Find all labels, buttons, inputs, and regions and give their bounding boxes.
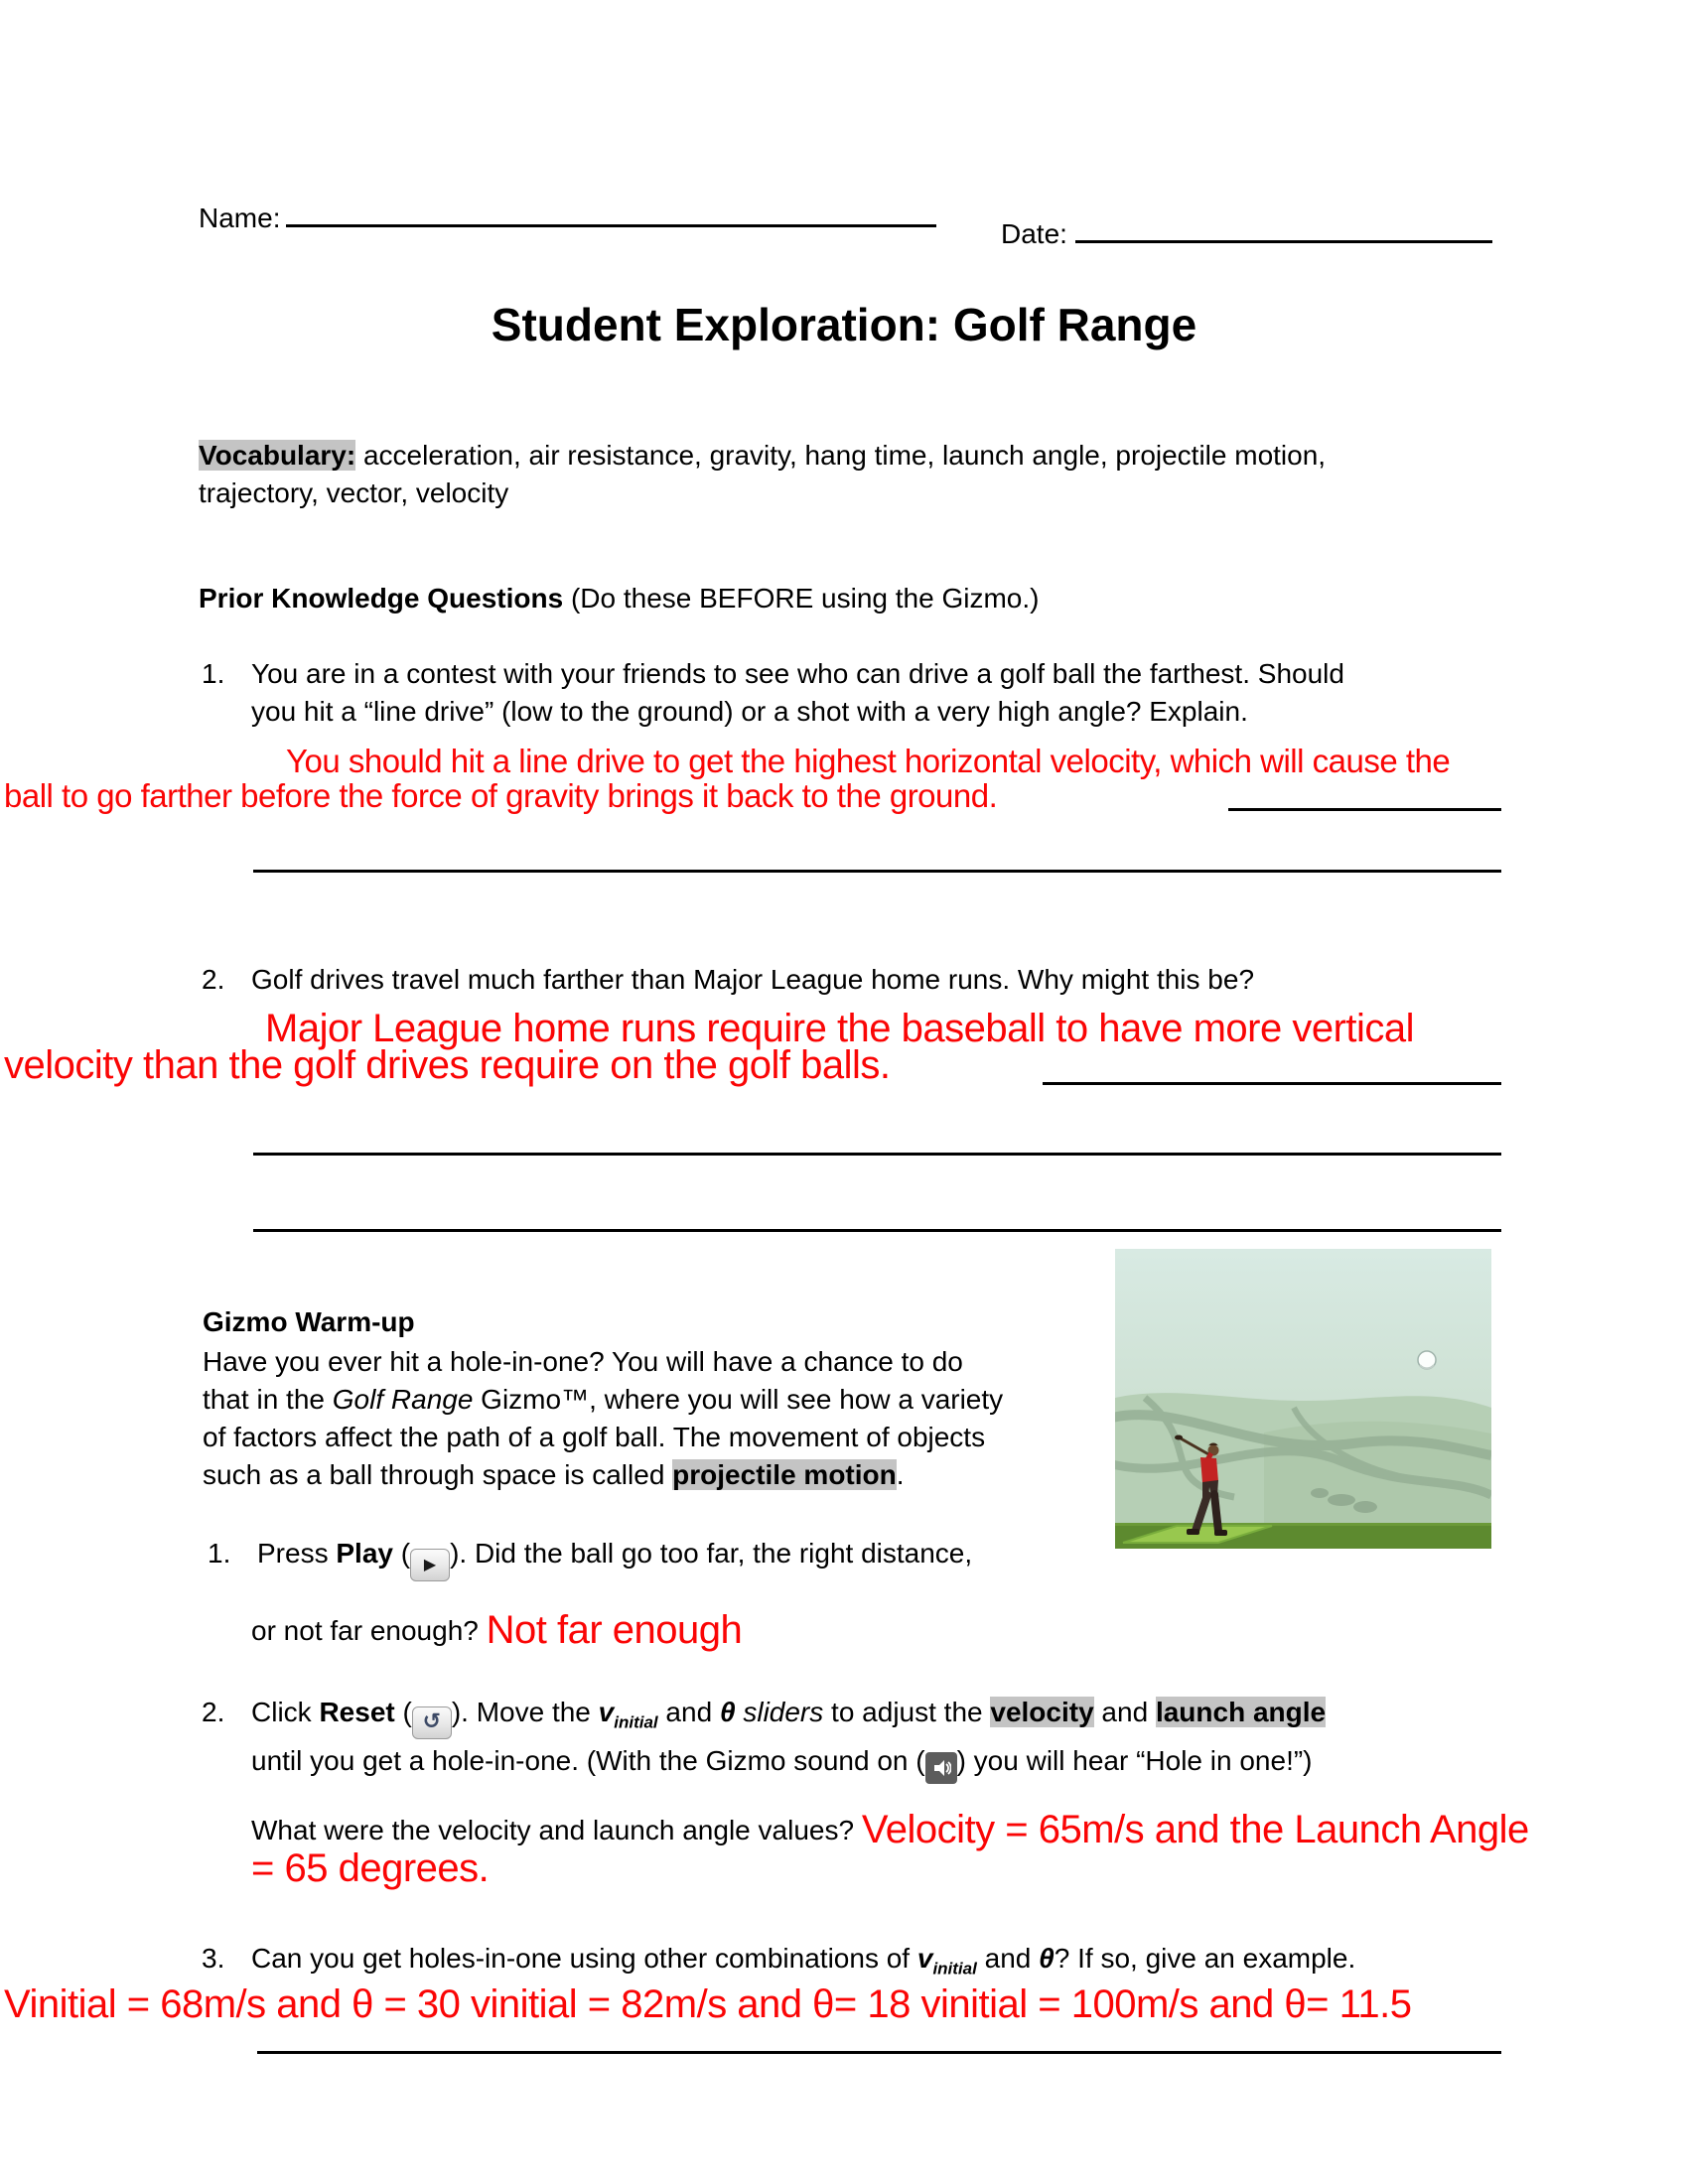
club-head bbox=[1175, 1435, 1183, 1440]
step-2-text: Click Reset ( ↺ ). Move the $v_{initial}$ and θ sliders to adjust the velocity and launch angle until you get a hole-in-one. (With the Gizmo sound on ( ) you will hear “Hole in one!”) bbox=[251, 1694, 1326, 1784]
answer-blank-line bbox=[253, 870, 1501, 873]
reset-button bbox=[412, 1706, 452, 1739]
step-1-number: 1. bbox=[208, 1538, 231, 1569]
step-2-number: 2. bbox=[202, 1697, 225, 1727]
projectile-motion-term: projectile motion bbox=[672, 1459, 897, 1490]
step-3-text: Can you get holes-in-one using other combinations of $v_{initial}$ and θ? If so, give an example. bbox=[251, 1943, 1356, 1979]
prior-knowledge-heading bbox=[199, 580, 1039, 617]
answer-blank-line bbox=[1043, 1082, 1501, 1085]
question-2-answer-line2: velocity than the golf drives require on the golf balls. bbox=[4, 1043, 891, 1087]
question-1-answer-line1: You should hit a line drive to get the highest horizontal velocity, which will cause the bbox=[286, 743, 1451, 779]
question-2-text: Golf drives travel much farther than Major League home runs. Why might this be? bbox=[251, 964, 1255, 995]
vocabulary-paragraph bbox=[199, 437, 1519, 512]
name-blank-line bbox=[286, 199, 936, 227]
vocabulary-terms-line1: acceleration, air resistance, gravity, hang time, launch angle, projectile motion, bbox=[355, 440, 1327, 471]
step-2-answer-line2: = 65 degrees. bbox=[251, 1846, 490, 1890]
golfer-back-leg bbox=[1214, 1494, 1218, 1531]
question-1-answer-line2: ball to go farther before the force of gravity brings it back to the ground. bbox=[4, 777, 998, 814]
step-1-text: Press Play ( ▶ ). Did the ball go too far, the right distance, bbox=[257, 1535, 972, 1581]
golfer-shirt bbox=[1200, 1457, 1218, 1483]
warmup-paragraph: Have you ever hit a hole-in-one? You will have a chance to do that in the Golf Range Gizmo™, where you will see how a variety of factors affect the path of a golf ball. The movement of objects such as a ball through space is called projectile motion. bbox=[203, 1346, 1004, 1490]
question-1-number: 1. bbox=[202, 658, 225, 689]
reset-icon: ↺ bbox=[422, 1709, 442, 1734]
answer-blank-line bbox=[253, 1229, 1501, 1232]
date-label: Date: bbox=[1001, 218, 1067, 249]
gizmo-name-italic: Golf Range bbox=[332, 1384, 474, 1415]
step-2-answer-line1: Velocity = 65m/s and the Launch Angle bbox=[861, 1808, 1529, 1851]
name-row bbox=[199, 199, 936, 237]
answer-blank-line bbox=[1228, 808, 1501, 811]
answer-blank-line bbox=[257, 2051, 1501, 2054]
vocabulary-terms-line2: trajectory, vector, velocity bbox=[199, 478, 509, 508]
warmup-heading: Gizmo Warm-up bbox=[203, 1306, 415, 1337]
answer-blank-line bbox=[253, 1153, 1501, 1156]
speaker-icon bbox=[931, 1758, 951, 1778]
step-1-answer: Not far enough bbox=[486, 1608, 743, 1652]
prior-knowledge-rest: (Do these BEFORE using the Gizmo.) bbox=[563, 583, 1040, 614]
step-1 bbox=[208, 1535, 1300, 1581]
step-3-number: 3. bbox=[202, 1943, 225, 1974]
date-row bbox=[1001, 214, 1492, 253]
step-1-line2: or not far enough? Not far enough bbox=[251, 1608, 743, 1652]
sound-on-button bbox=[925, 1752, 957, 1784]
question-2-answer-line1: Major League home runs require the baseball to have more vertical bbox=[265, 1007, 1415, 1050]
question-2 bbox=[202, 961, 1492, 999]
velocity-term: velocity bbox=[990, 1697, 1094, 1727]
step-2 bbox=[202, 1694, 1552, 1784]
ground-edge bbox=[1115, 1523, 1491, 1526]
question-1 bbox=[202, 655, 1492, 731]
step-2-question-line: What were the velocity and launch angle values? Velocity = 65m/s and the Launch Angle bbox=[251, 1808, 1529, 1851]
play-button bbox=[410, 1549, 450, 1581]
prior-knowledge-label: Prior Knowledge Questions bbox=[199, 583, 564, 614]
page-title: Student Exploration: Golf Range bbox=[491, 299, 1197, 350]
date-blank-line bbox=[1075, 214, 1492, 243]
launch-angle-term: launch angle bbox=[1155, 1697, 1327, 1727]
golf-range-gizmo-screenshot bbox=[1115, 1249, 1491, 1549]
step-3 bbox=[202, 1940, 1532, 1988]
play-icon: ▶ bbox=[423, 1555, 437, 1573]
vocabulary-label: Vocabulary: bbox=[199, 440, 356, 471]
question-1-text: You are in a contest with your friends to see who can drive a golf ball the farthest. Should you hit a “line drive” (low to the ground) or a shot with a very high angle? Explain. bbox=[251, 658, 1344, 727]
question-2-number: 2. bbox=[202, 964, 225, 995]
step-3-answer: Vinitial = 68m/s and θ = 30 vinitial = 82m/s and θ= 18 vinitial = 100m/s and θ= 11.5 bbox=[4, 1982, 1412, 2026]
name-label: Name: bbox=[199, 203, 281, 233]
